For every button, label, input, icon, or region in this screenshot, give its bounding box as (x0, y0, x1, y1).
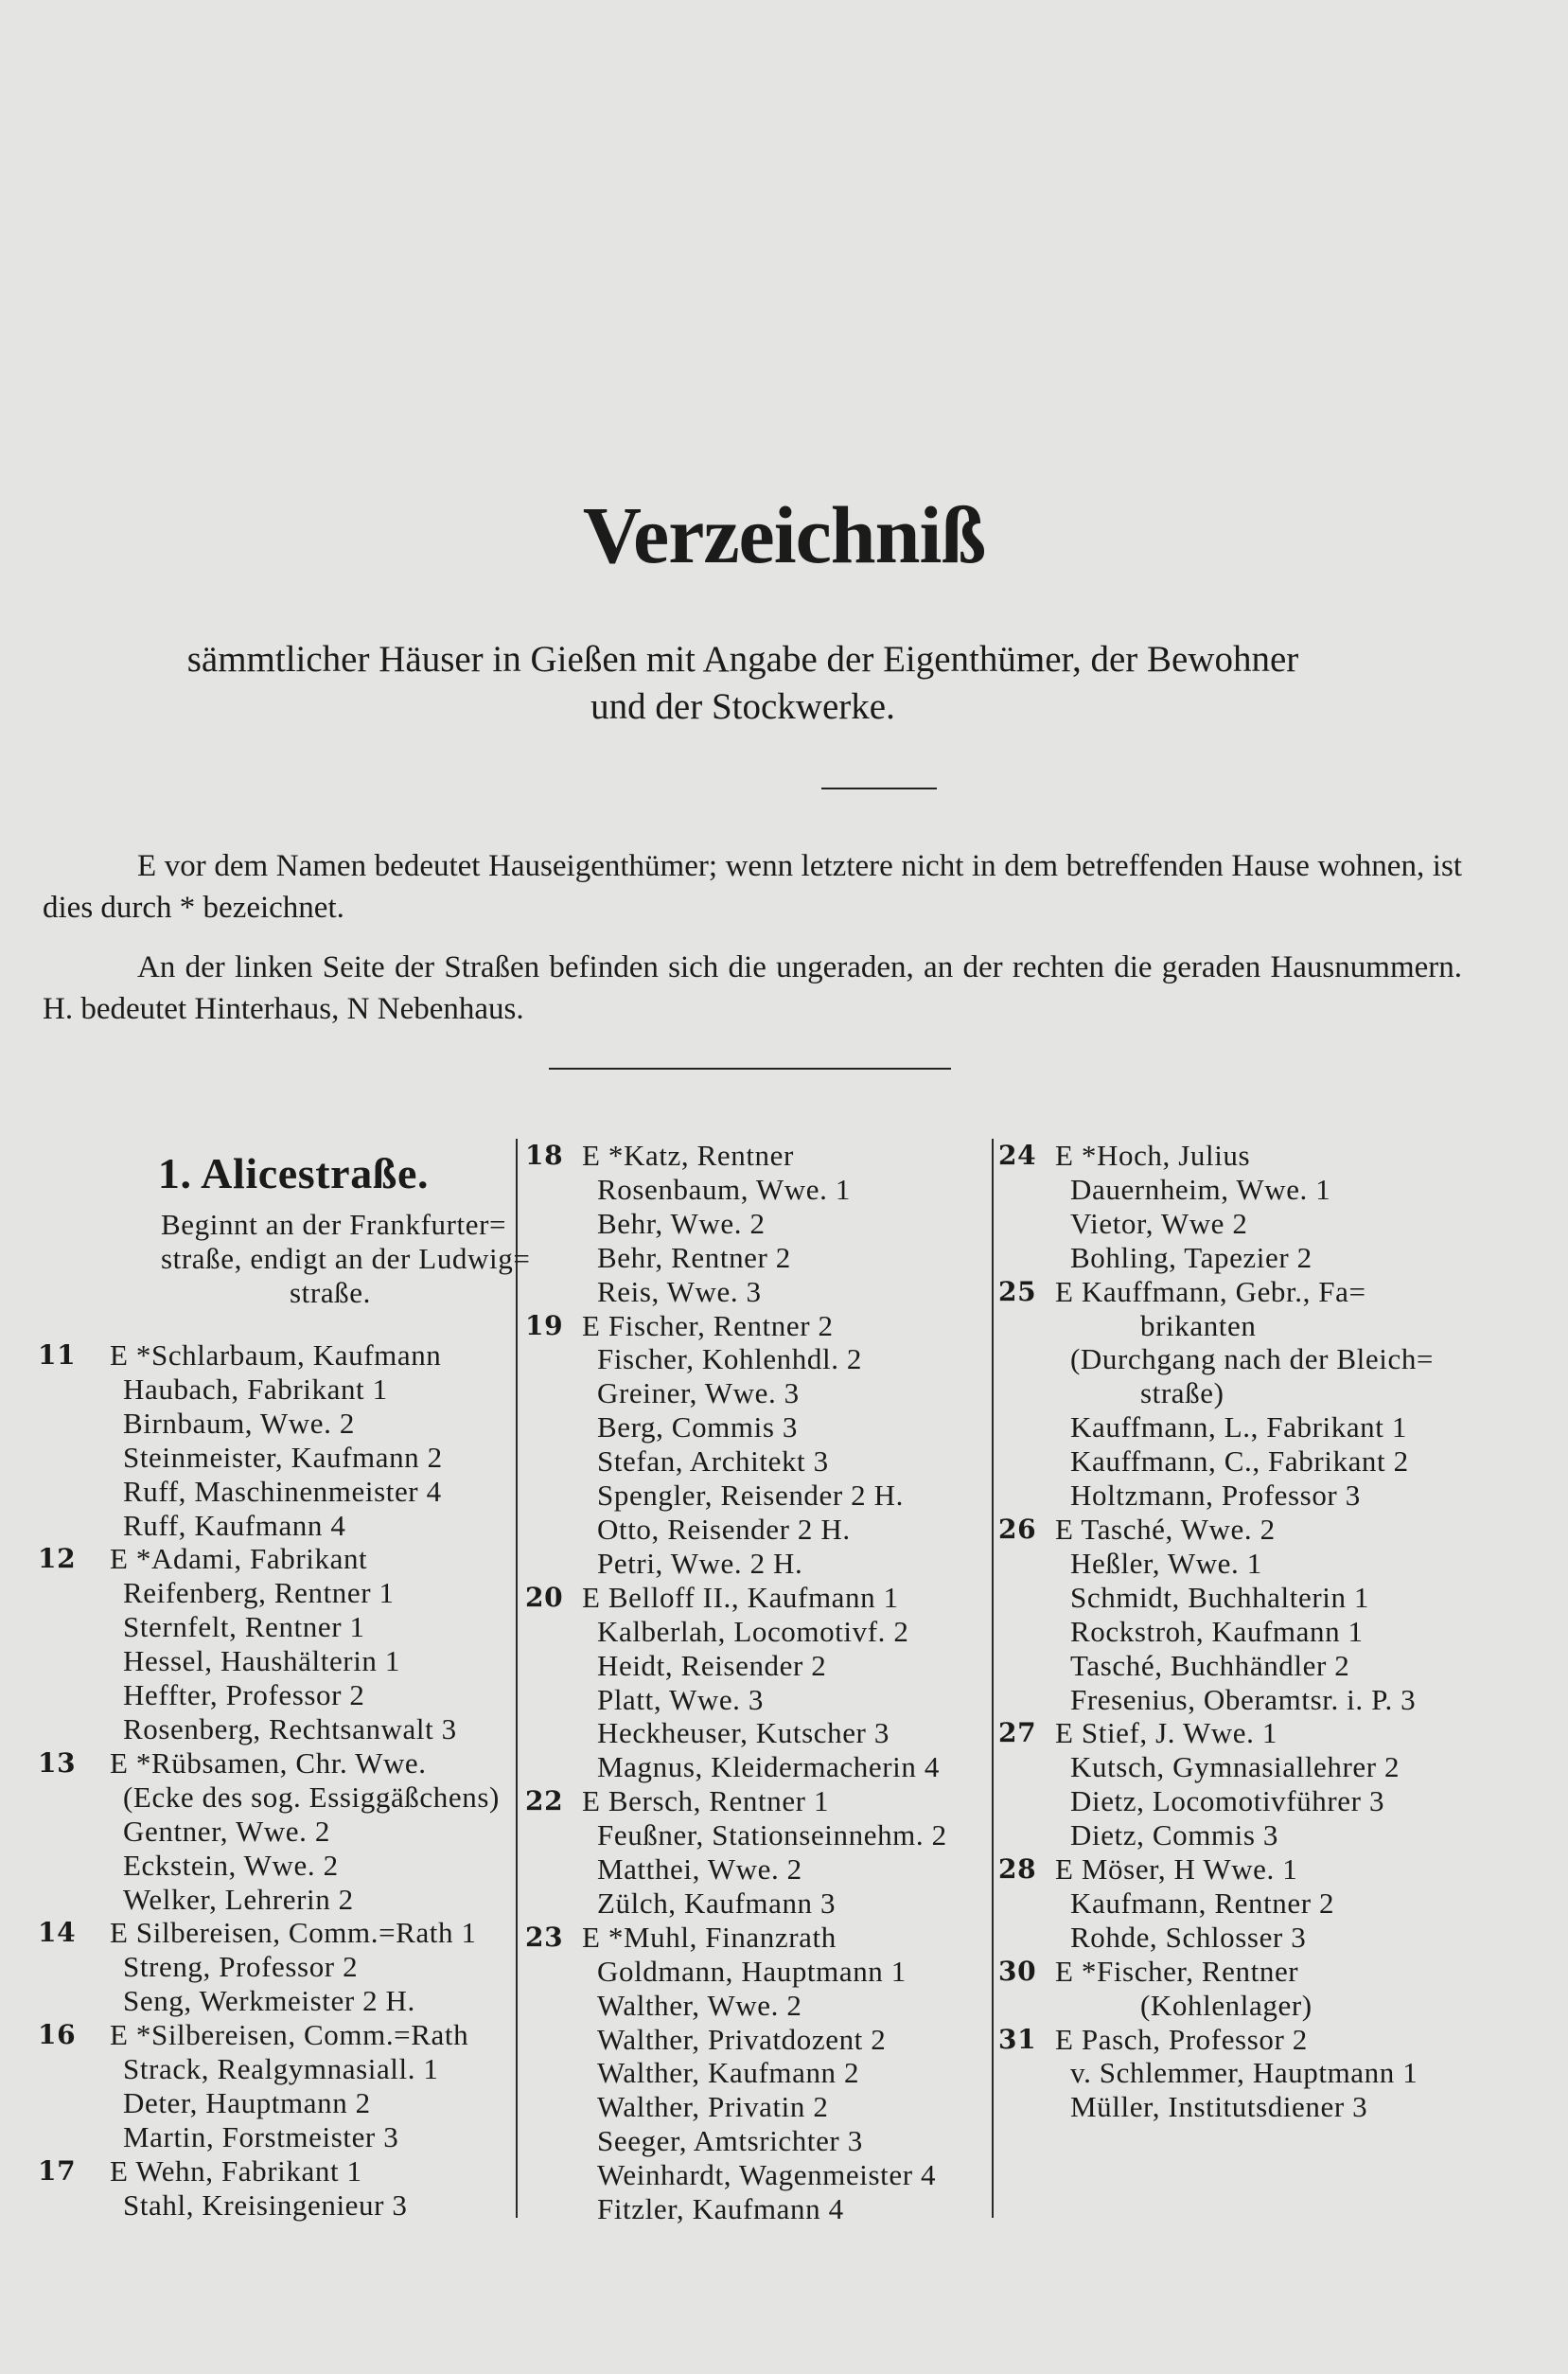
house-entry (998, 1852, 1471, 1955)
house-entry (525, 1921, 979, 2226)
house-number: 18 (525, 1140, 564, 1171)
resident-line: Stefan, Architekt 3 (597, 1444, 829, 1479)
street-description (38, 1208, 531, 1310)
house-entry (998, 1716, 1471, 1852)
owner-line: E *Katz, Rentner (582, 1139, 794, 1172)
divider (821, 788, 937, 789)
resident-line: Welker, Lehrerin 2 (123, 1882, 354, 1916)
resident-line: Walther, Kaufmann 2 (597, 2056, 860, 2090)
resident-line: Rosenberg, Rechtsanwalt 3 (123, 1711, 457, 1745)
house-list (525, 1139, 979, 2226)
owner-line: E Tasché, Wwe. 2 (1055, 1512, 1276, 1546)
resident-line: (Ecke des sog. Essiggäßchens) (123, 1780, 500, 1814)
page-subtitle (66, 636, 1419, 731)
owner-line: E Silbereisen, Comm.=Rath 1 (110, 1916, 477, 1950)
house-number: 22 (525, 1785, 564, 1817)
resident-line: Hessel, Haushälterin 1 (123, 1644, 400, 1678)
house-entry (38, 2018, 511, 2154)
owner-line: E *Muhl, Finanzrath (582, 1920, 837, 1954)
owner-line: E Belloff II., Kaufmann 1 (582, 1580, 899, 1614)
resident-line: Matthei, Wwe. 2 (597, 1852, 802, 1887)
owner-line: E Bersch, Rentner 1 (582, 1784, 830, 1818)
resident-line: Spengler, Reisender 2 H. (597, 1479, 904, 1513)
house-list (998, 1139, 1471, 2124)
resident-line: Müller, Institutsdiener 3 (1070, 2090, 1368, 2124)
street-description-line: straße. (290, 1276, 371, 1309)
owner-line: E *Rübsamen, Chr. Wwe. (110, 1745, 427, 1780)
resident-line: Sternfelt, Rentner 1 (123, 1610, 365, 1644)
house-entry (38, 1542, 511, 1745)
column-2 (525, 1139, 979, 2226)
street-description-line: straße, endigt an der Ludwig= (161, 1242, 531, 1275)
resident-line: Kauffmann, C., Fabrikant 2 (1070, 1444, 1409, 1479)
owner-line: E *Schlarbaum, Kaufmann (110, 1338, 442, 1372)
resident-line: Stahl, Kreisingenieur 3 (123, 2188, 408, 2222)
house-number: 13 (38, 1746, 77, 1779)
resident-line: Kalberlah, Locomotivf. 2 (597, 1614, 909, 1648)
house-entry (525, 1581, 979, 1784)
house-number: 26 (998, 1513, 1037, 1545)
resident-line: Strack, Realgymnasiall. 1 (123, 2052, 439, 2086)
owner-line: E *Fischer, Rentner (1055, 1954, 1299, 1988)
resident-line: Steinmeister, Kaufmann 2 (123, 1440, 443, 1474)
owner-line: E Pasch, Professor 2 (1055, 2022, 1308, 2056)
resident-line: Zülch, Kaufmann 3 (597, 1886, 837, 1920)
house-number: 27 (998, 1717, 1037, 1749)
subtitle-line: sämmtlicher Häuser in Gießen mit Angabe der Eigenthümer, der Bewohner (186, 639, 1299, 680)
street-description-line: Beginnt an der Frankfurter= (161, 1208, 507, 1241)
resident-line: Kutsch, Gymnasiallehrer 2 (1070, 1750, 1401, 1784)
resident-line: Deter, Hauptmann 2 (123, 2085, 371, 2119)
house-number: 14 (38, 1917, 77, 1949)
resident-line: (Durchgang nach der Bleich= (1070, 1342, 1435, 1376)
house-number: 30 (998, 1955, 1037, 1987)
column-1 (38, 1147, 531, 2223)
house-list (38, 1338, 511, 2223)
resident-line: Heffter, Professor 2 (123, 1678, 365, 1712)
street-heading: 1. Alicestraße. (157, 1149, 430, 1197)
resident-line: Weinhardt, Wagenmeister 4 (597, 2158, 937, 2192)
owner-line: E *Hoch, Julius (1055, 1139, 1251, 1172)
house-entry (998, 1139, 1471, 1275)
resident-line: Fischer, Kohlenhdl. 2 (597, 1342, 862, 1376)
resident-line: Kaufmann, Rentner 2 (1070, 1886, 1335, 1920)
resident-line: Martin, Forstmeister 3 (123, 2119, 399, 2153)
house-entry (525, 1309, 979, 1581)
resident-line: Reifenberg, Rentner 1 (123, 1576, 395, 1610)
house-number: 11 (38, 1339, 77, 1371)
resident-line: Kauffmann, L., Fabrikant 1 (1070, 1410, 1407, 1444)
house-number: 23 (525, 1921, 564, 1953)
resident-line: v. Schlemmer, Hauptmann 1 (1070, 2056, 1418, 2090)
page-title: Verzeichniß (582, 489, 986, 580)
resident-line: Heidt, Reisender 2 (597, 1648, 827, 1682)
house-number: 17 (38, 2154, 77, 2187)
resident-line: Reis, Wwe. 3 (597, 1274, 762, 1308)
resident-line-continuation: (Kohlenlager) (1140, 1988, 1313, 2022)
resident-line-continuation: brikanten (1140, 1308, 1257, 1342)
resident-line: Bohling, Tapezier 2 (1070, 1240, 1313, 1274)
resident-line: Tasché, Buchhändler 2 (1070, 1648, 1350, 1682)
column-rule (516, 1139, 518, 2218)
resident-line: Holtzmann, Professor 3 (1070, 1479, 1361, 1513)
owner-line: E *Adami, Fabrikant (110, 1542, 368, 1576)
divider (549, 1068, 951, 1070)
resident-line: Platt, Wwe. 3 (597, 1682, 764, 1716)
resident-line: Vietor, Wwe 2 (1070, 1206, 1248, 1240)
resident-line: Behr, Wwe. 2 (597, 1206, 766, 1240)
resident-line: Haubach, Fabrikant 1 (123, 1372, 388, 1406)
house-entry (998, 1513, 1471, 1716)
owner-line: E Wehn, Fabrikant 1 (110, 2153, 362, 2188)
resident-line: Goldmann, Hauptmann 1 (597, 1954, 907, 1988)
resident-line: Walther, Wwe. 2 (597, 1988, 802, 2022)
owner-line: E Stief, J. Wwe. 1 (1055, 1716, 1277, 1750)
resident-line: Gentner, Wwe. 2 (123, 1814, 330, 1848)
column-rule (992, 1139, 994, 2218)
column-3 (998, 1139, 1471, 2124)
house-entry (998, 1275, 1471, 1513)
house-number: 19 (525, 1309, 564, 1341)
resident-line: Feußner, Stationseinnehm. 2 (597, 1818, 947, 1852)
resident-line: Streng, Professor 2 (123, 1950, 359, 1984)
resident-line: Walther, Privatdozent 2 (597, 2022, 887, 2056)
resident-line: Dietz, Commis 3 (1070, 1818, 1278, 1852)
owner-line: E Kauffmann, Gebr., Fa= (1055, 1274, 1366, 1308)
owner-line: E Möser, H Wwe. 1 (1055, 1852, 1298, 1887)
resident-line: Heßler, Wwe. 1 (1070, 1546, 1262, 1580)
house-number: 31 (998, 2023, 1037, 2055)
resident-line: Otto, Reisender 2 H. (597, 1512, 851, 1546)
owner-line: E Fischer, Rentner 2 (582, 1308, 834, 1342)
resident-line: Petri, Wwe. 2 H. (597, 1546, 803, 1580)
owner-line: E *Silbereisen, Comm.=Rath (110, 2018, 469, 2052)
house-entry (525, 1784, 979, 1921)
house-number: 16 (38, 2019, 77, 2051)
house-entry (38, 1916, 511, 2018)
resident-line: Seng, Werkmeister 2 H. (123, 1984, 415, 2018)
house-number: 20 (525, 1581, 564, 1613)
house-number: 28 (998, 1853, 1037, 1886)
resident-line: Magnus, Kleidermacherin 4 (597, 1750, 940, 1784)
resident-line: Greiner, Wwe. 3 (597, 1376, 800, 1410)
resident-line: Heckheuser, Kutscher 3 (597, 1716, 890, 1750)
resident-line: Berg, Commis 3 (597, 1410, 798, 1444)
legend-note-sides: An der linken Seite der Straßen befinden sich die ungeraden, an der rechten die geraden Hausnummern. H. bedeutet Hinterhaus, N Nebenhaus. (43, 950, 1462, 1026)
resident-line: Birnbaum, Wwe. 2 (123, 1406, 355, 1440)
house-entry (525, 1139, 979, 1309)
house-entry (38, 1746, 511, 1917)
house-entry (38, 1338, 511, 1542)
resident-line: Ruff, Kaufmann 4 (123, 1508, 346, 1542)
house-entry (998, 2023, 1471, 2125)
subtitle-line: und der Stockwerke. (590, 686, 895, 727)
resident-line: Rockstroh, Kaufmann 1 (1070, 1614, 1364, 1648)
resident-line: Seeger, Amtsrichter 3 (597, 2124, 863, 2158)
resident-line: Fitzler, Kaufmann 4 (597, 2192, 844, 2226)
house-entry (998, 1955, 1471, 2023)
resident-line: Walther, Privatin 2 (597, 2090, 829, 2124)
house-number: 25 (998, 1275, 1037, 1307)
house-number: 24 (998, 1140, 1037, 1171)
resident-line: Behr, Rentner 2 (597, 1240, 791, 1274)
resident-line: Rosenbaum, Wwe. 1 (597, 1172, 851, 1206)
resident-line: Dauernheim, Wwe. 1 (1070, 1172, 1331, 1206)
legend-note-owner: E vor dem Namen bedeutet Hauseigenthümer; wenn letztere nicht in dem betreffenden Hause wohnen, ist dies durch * bezeichnet. (43, 849, 1462, 925)
resident-line: Rohde, Schlosser 3 (1070, 1920, 1307, 1954)
resident-line-continuation: straße) (1140, 1376, 1224, 1410)
resident-line: Fresenius, Oberamtsr. i. P. 3 (1070, 1682, 1417, 1716)
resident-line: Dietz, Locomotivführer 3 (1070, 1784, 1385, 1818)
resident-line: Eckstein, Wwe. 2 (123, 1848, 339, 1882)
resident-line: Schmidt, Buchhalterin 1 (1070, 1580, 1370, 1614)
house-entry (38, 2154, 511, 2223)
house-number: 12 (38, 1543, 77, 1575)
resident-line: Ruff, Maschinenmeister 4 (123, 1474, 442, 1508)
